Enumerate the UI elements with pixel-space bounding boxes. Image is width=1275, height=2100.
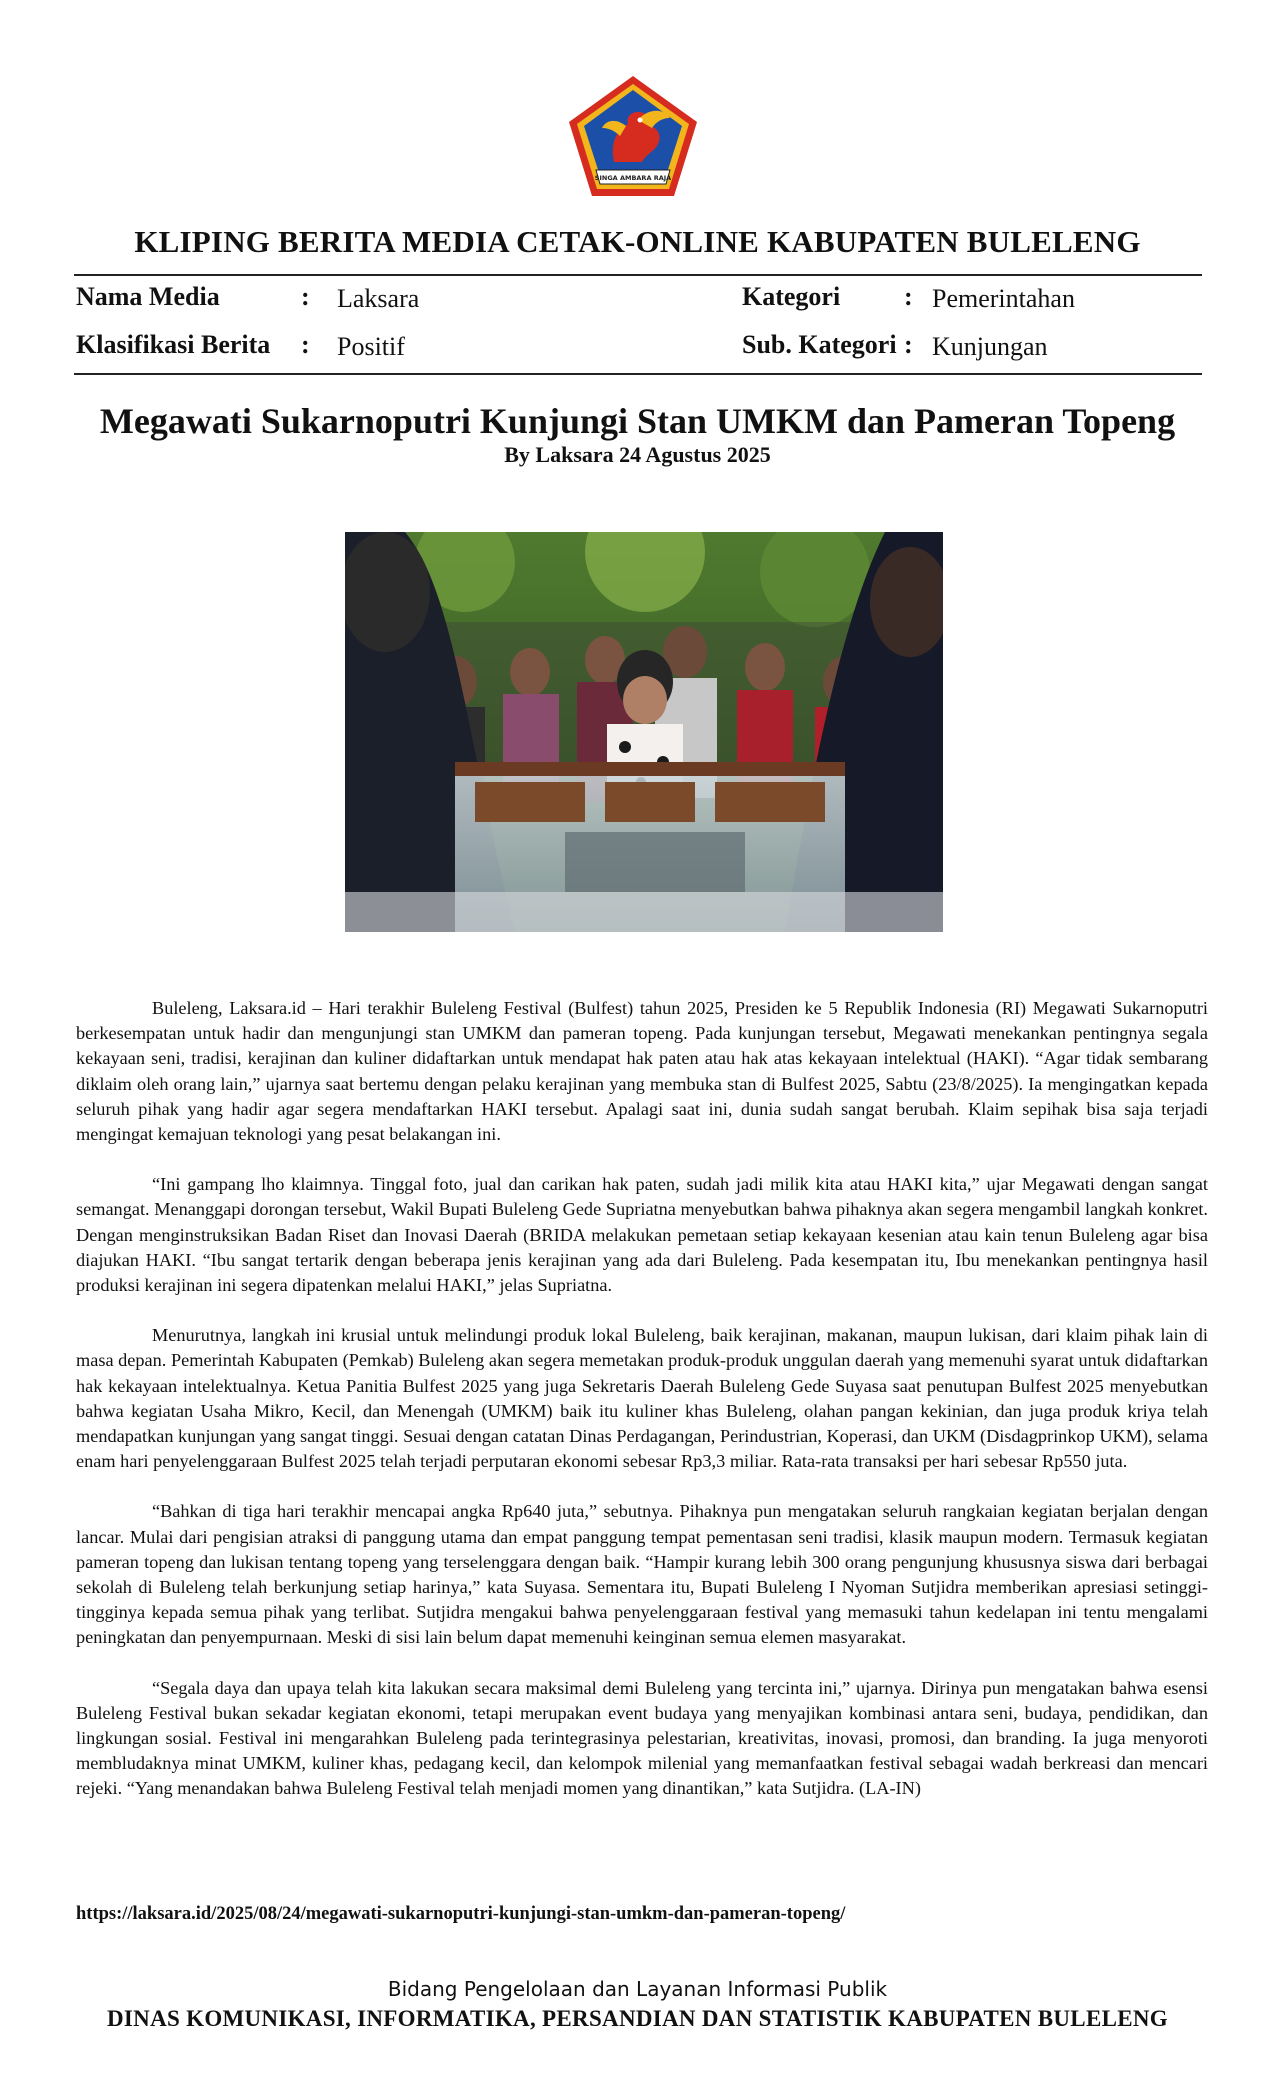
- subcategory-colon: :: [904, 330, 913, 359]
- meta-left: [76, 282, 676, 362]
- article-paragraph: “Ini gampang lho klaimnya. Tinggal foto, jual dan carikan hak paten, sudah jadi milik kita atau HAKI kita,” ujar Megawati dengan sangat semangat. Menanggapi dorongan tersebut, Wakil Bupati Buleleng Gede Supriatna menyebutkan bahwa pihaknya akan segera mengambil langkah konkret. Dengan menginstruksikan Badan Riset dan Inovasi Daerah (BRIDA melakukan pemetaan setiap kekayaan kesenian atau kain tenun Buleleng agar bisa diajukan HAKI. “Ibu sangat tertarik dengan beberapa jenis kerajinan yang ada dari Buleleng. Pada kesempatan itu, Ibu menekankan pentingnya hasil produksi kerajinan ini segera dipatenkan melalui HAKI,” jelas Supriatna.: [76, 1174, 1208, 1296]
- subcategory-value: Kunjungan: [932, 332, 1048, 361]
- category-value: Pemerintahan: [932, 284, 1075, 313]
- regency-logo: [566, 74, 700, 200]
- article-paragraph: Menurutnya, langkah ini krusial untuk melindungi produk lokal Buleleng, baik kerajinan, makanan, maupun lukisan, dari klaim pihak lain di masa depan. Pemerintah Kabupaten (Pemkab) Buleleng akan segera memetakan produk-produk unggulan daerah yang memenuhi syarat untuk didaftarkan hak kekayaan intelektualnya. Ketua Panitia Bulfest 2025 yang juga Sekretaris Daerah Buleleng Gede Suyasa saat penutupan Bulfest 2025 menyebutkan bahwa kegiatan Usaha Mikro, Kecil, dan Menengah (UMKM) baik itu kuliner khas Buleleng, olahan pangan kekinian, dan juga produk kriya telah mendapatkan kunjungan yang sangat tinggi. Sesuai dengan catatan Dinas Perdagangan, Perindustrian, Koperasi, dan UKM (Disdagprinkop UKM), selama enam hari penyelenggaraan Bulfest 2025 telah terjadi perputaran ekonomi sebesar Rp3,3 miliar. Rata-rata transaksi per hari sebesar Rp550 juta.: [76, 1325, 1208, 1472]
- meta-right: [742, 282, 1202, 362]
- media-colon: :: [301, 282, 310, 311]
- source-url: https://laksara.id/2025/08/24/megawati-sukarnoputri-kunjungi-stan-umkm-dan-pameran-topeng/: [76, 1904, 846, 1924]
- classification-value: Positif: [337, 332, 405, 361]
- media-value: Laksara: [337, 284, 420, 313]
- article-body: [76, 996, 1208, 1827]
- category-colon: :: [904, 282, 913, 311]
- header-divider-top: [74, 274, 1202, 276]
- article-byline: By Laksara 24 Agustus 2025: [504, 442, 771, 467]
- subcategory-label: Sub. Kategori: [742, 330, 897, 359]
- article-paragraph: Buleleng, Laksara.id – Hari terakhir Buleleng Festival (Bulfest) tahun 2025, Presiden ke 5 Republik Indonesia (RI) Megawati Sukarnoputri berkesempatan untuk hadir dan mengunjungi stan UMKM dan pameran topeng. Pada kunjungan tersebut, Megawati menekankan pentingnya segala kekayaan seni, tradisi, kerajinan dan kuliner didaftarkan untuk mendapat hak paten atau hak atas kekayaan intelektual (HAKI). “Agar tidak sembarang diklaim oleh orang lain,” ujarnya saat bertemu dengan pelaku kerajinan yang membuka stan di Bulfest 2025, Sabtu (23/8/2025). Ia mengingatkan kepada seluruh pihak yang hadir agar segera mendaftarkan HAKI tersebut. Apalagi saat ini, dunia sudah sangat berubah. Klaim sepihak bisa saja terjadi mengingat kemajuan teknologi yang pesat belakangan ini.: [76, 998, 1208, 1145]
- category-label: Kategori: [742, 282, 841, 311]
- classification-colon: :: [301, 330, 310, 359]
- logo-motto: SINGA AMBARA RAJA: [594, 174, 672, 182]
- article-paragraph: “Segala daya dan upaya telah kita lakukan secara maksimal demi Buleleng yang tercinta ini,” ujarnya. Dirinya pun mengatakan bahwa esensi Buleleng Festival bukan sekadar kegiatan ekonomi, tetapi merupakan event budaya yang menyajikan kombinasi antara seni, budaya, pendidikan, dan lingkungan sosial. Festival ini mengarahkan Buleleng pada terintegrasinya pelestarian, kreativitas, inovasi, promosi, dan branding. Ia juga menyoroti membludaknya minat UMKM, kuliner khas, pedagang kecil, dan kelompok milenial yang memanfaatkan festival sebagai wadah berkreasi dan mencari rejeki. “Yang menandakan bahwa Buleleng Festival telah menjadi momen yang dinantikan,” kata Sutjidra. (LA-IN): [76, 1677, 1208, 1799]
- article-headline: Megawati Sukarnoputri Kunjungi Stan UMKM dan Pameran Topeng: [99, 401, 1176, 441]
- footer-agency: DINAS KOMUNIKASI, INFORMATIKA, PERSANDIAN DAN STATISTIK KABUPATEN BULELENG: [107, 2006, 1168, 2031]
- document-title: KLIPING BERITA MEDIA CETAK-ONLINE KABUPATEN BULELENG: [134, 224, 1141, 259]
- news-photo: [345, 532, 943, 932]
- classification-label: Klasifikasi Berita: [76, 330, 271, 359]
- header-divider-bottom: [74, 373, 1202, 375]
- footer-division: Bidang Pengelolaan dan Layanan Informasi Publik: [387, 1977, 888, 2001]
- media-label: Nama Media: [76, 282, 220, 311]
- article-paragraph: “Bahkan di tiga hari terakhir mencapai angka Rp640 juta,” sebutnya. Pihaknya pun mengatakan seluruh rangkaian kegiatan berjalan dengan lancar. Mulai dari pengisian atraksi di panggung utama dan empat panggung tempat pementasan seni tradisi, klasik maupun modern. Termasuk kegiatan pameran topeng dan lukisan tentang topeng yang terselenggara dengan baik. “Hampir kurang lebih 300 orang pengunjung khususnya siswa dari berbagai sekolah di Buleleng telah berkunjung setiap harinya,” kata Suyasa. Sementara itu, Bupati Buleleng I Nyoman Sutjidra memberikan apresiasi setinggi-tingginya kepada semua pihak yang terlibat. Sutjidra mengakui bahwa penyelenggaraan festival yang memasuki tahun kedelapan ini tentu mengalami peningkatan dan penyempurnaan. Meski di sisi lain belum dapat memenuhi keinginan semua elemen masyarakat.: [76, 1501, 1208, 1648]
